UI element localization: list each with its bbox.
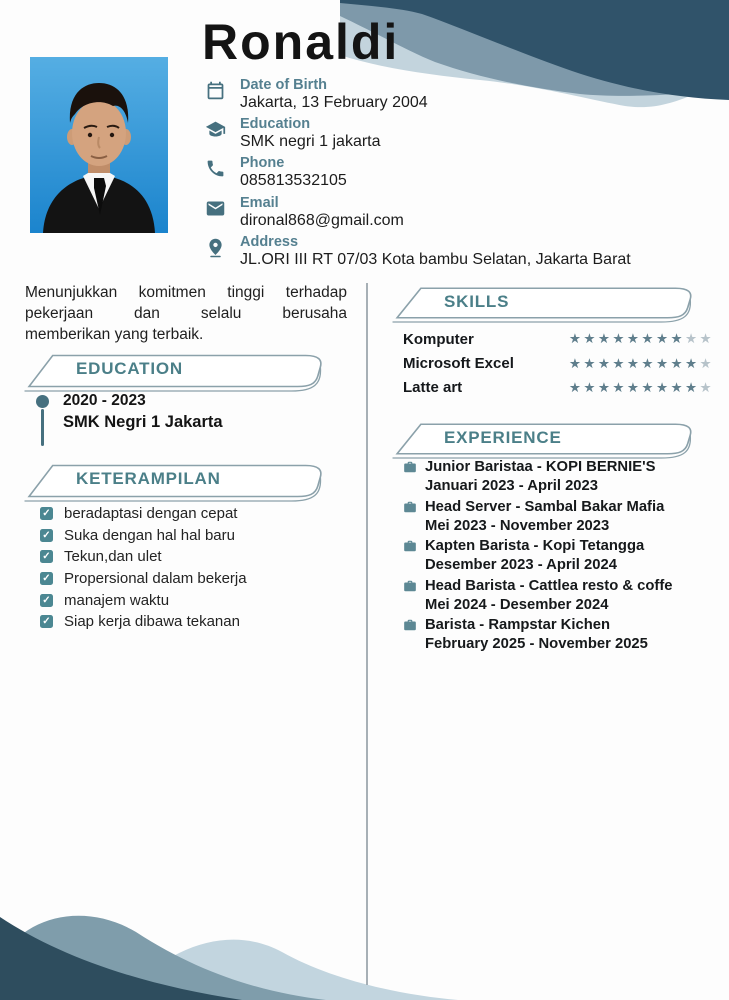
briefcase-icon	[403, 500, 417, 514]
star-icon: ★	[583, 355, 598, 371]
experience-period: February 2025 - November 2025	[425, 636, 648, 653]
timeline-dot-icon	[36, 395, 49, 408]
keterampilan-checklist	[40, 503, 247, 633]
skill-row	[403, 327, 714, 351]
experience-item	[403, 577, 721, 615]
section-title: EXPERIENCE	[444, 428, 562, 447]
star-icon: ★	[641, 355, 656, 371]
skills-list	[403, 327, 714, 400]
email-icon	[205, 198, 226, 219]
banner-ribbon	[390, 283, 714, 323]
check-label: Siap kerja dibawa tekanan	[64, 613, 240, 631]
experience-text	[425, 498, 664, 536]
star-icon: ★	[670, 355, 685, 371]
star-icon: ★	[597, 355, 613, 371]
experience-period: Desember 2023 - April 2024	[425, 557, 617, 574]
star-icon: ★	[641, 379, 656, 395]
section-header-experience	[390, 419, 714, 459]
list-item	[40, 568, 247, 590]
star-icon: ★	[626, 331, 642, 347]
contact-label: Date of Birth	[240, 77, 327, 93]
checkbox-checked-icon: ✓	[40, 529, 53, 542]
contact-label: Phone	[240, 155, 285, 172]
contact-text	[240, 77, 428, 113]
check-label: manajem waktu	[64, 591, 170, 609]
star-icon: ★	[568, 331, 584, 347]
contact-text	[240, 195, 404, 231]
star-icon: ★	[699, 379, 714, 395]
experience-title: Junior Baristaa - KOPI BERNIE'S	[425, 459, 656, 475]
skill-name: Latte art	[403, 379, 463, 397]
star-icon: ★	[655, 355, 671, 371]
experience-list	[403, 458, 721, 656]
section-title: KETERAMPILAN	[76, 469, 221, 488]
star-icon: ★	[684, 355, 700, 371]
experience-item	[403, 616, 721, 654]
star-icon: ★	[626, 355, 642, 371]
star-icon: ★	[699, 355, 714, 371]
contact-text	[240, 155, 347, 191]
experience-title: Head Server - Sambal Bakar Mafia	[425, 498, 665, 515]
experience-title: Barista - Rampstar Kichen	[425, 617, 611, 634]
section-title: EDUCATION	[76, 359, 183, 378]
contact-education	[205, 116, 695, 155]
section-title: SKILLS	[444, 292, 510, 311]
education-entry	[63, 391, 223, 433]
contact-label: Education	[240, 116, 311, 133]
star-icon: ★	[583, 331, 598, 347]
check-label: beradaptasi dengan cepat	[64, 505, 238, 523]
star-rating	[569, 357, 714, 371]
summary-line: memberikan yang terbaik.	[25, 326, 204, 343]
experience-item	[403, 498, 721, 536]
contact-value: JL.ORI III RT 07/03 Kota bambu Selatan, Jakarta Barat	[240, 250, 631, 268]
list-item	[40, 525, 247, 547]
phone-icon	[205, 158, 226, 179]
star-rating	[569, 381, 714, 395]
contact-label: Email	[240, 194, 279, 211]
education-timeline	[36, 392, 336, 462]
section-header-skills	[390, 283, 714, 323]
contact-value: dironal868@gmail.com	[240, 211, 404, 229]
checkbox-checked-icon: ✓	[40, 594, 53, 607]
section-header-keterampilan	[22, 460, 344, 502]
checkbox-checked-icon: ✓	[40, 550, 53, 563]
education-school: SMK Negri 1 Jakarta	[63, 413, 223, 431]
star-icon: ★	[699, 331, 714, 347]
location-icon	[205, 237, 226, 258]
contact-value: Jakarta, 13 February 2004	[240, 94, 428, 111]
list-item	[40, 611, 247, 633]
profile-photo-illustration	[30, 57, 168, 233]
list-item	[40, 503, 247, 525]
briefcase-icon	[403, 460, 417, 474]
contact-value: 085813532105	[240, 172, 347, 190]
contact-address	[205, 234, 695, 273]
skill-row	[403, 351, 714, 375]
experience-period: Januari 2023 - April 2023	[425, 478, 598, 494]
star-icon: ★	[612, 355, 627, 371]
experience-item	[403, 537, 721, 575]
skill-name: Komputer	[403, 330, 474, 348]
star-icon: ★	[597, 379, 613, 395]
star-icon: ★	[684, 379, 700, 395]
contact-phone	[205, 155, 695, 194]
section-header-education	[22, 350, 344, 392]
list-item	[40, 546, 247, 568]
skill-row	[403, 376, 714, 400]
experience-title: Head Barista - Cattlea resto & coffe	[425, 577, 673, 594]
contact-date-of-birth	[205, 77, 695, 116]
graduation-cap-icon	[205, 119, 226, 140]
calendar-icon	[205, 80, 226, 101]
experience-title: Kapten Barista - Kopi Tetangga	[425, 538, 645, 555]
bottom-left-hills-decoration	[0, 885, 540, 1000]
briefcase-icon	[403, 618, 417, 632]
column-divider	[366, 283, 368, 985]
star-icon: ★	[612, 379, 627, 395]
contact-value: SMK negri 1 jakarta	[240, 133, 381, 151]
star-icon: ★	[626, 379, 642, 395]
star-icon: ★	[597, 331, 613, 347]
briefcase-icon	[403, 579, 417, 593]
experience-period: Mei 2024 - Desember 2024	[425, 596, 609, 613]
experience-text	[425, 616, 648, 654]
star-icon: ★	[684, 331, 700, 347]
star-icon: ★	[670, 331, 685, 347]
star-icon: ★	[655, 379, 671, 395]
banner-ribbon	[22, 350, 344, 392]
contact-label: Address	[240, 233, 299, 250]
checkbox-checked-icon: ✓	[40, 572, 53, 585]
star-icon: ★	[583, 379, 598, 395]
summary-line: Menunjukkan komitmen tinggi terhadap	[25, 284, 347, 301]
star-icon: ★	[670, 379, 685, 395]
contact-text	[240, 234, 631, 270]
check-label: Suka dengan hal hal baru	[64, 526, 235, 544]
check-label: Propersional dalam bekerja	[64, 570, 247, 588]
experience-period: Mei 2023 - November 2023	[425, 517, 610, 534]
experience-text	[425, 458, 655, 496]
star-icon: ★	[612, 331, 627, 347]
timeline-line	[41, 409, 44, 446]
profile-summary	[25, 282, 347, 345]
check-label: Tekun,dan ulet	[64, 548, 162, 566]
experience-text	[425, 537, 644, 575]
star-icon: ★	[568, 379, 584, 395]
list-item	[40, 589, 247, 611]
experience-text	[425, 577, 673, 615]
briefcase-icon	[403, 539, 417, 553]
summary-line: pekerjaan dan selalu berusaha	[25, 305, 347, 322]
profile-photo	[30, 57, 168, 233]
star-icon: ★	[641, 331, 656, 347]
checkbox-checked-icon: ✓	[40, 507, 53, 520]
star-icon: ★	[568, 355, 584, 371]
skill-name: Microsoft Excel	[403, 354, 514, 372]
star-icon: ★	[655, 331, 671, 347]
contact-email	[205, 195, 695, 234]
name-heading: Ronaldi	[202, 14, 400, 70]
contact-list	[205, 77, 695, 273]
education-period: 2020 - 2023	[63, 392, 146, 409]
star-rating	[569, 332, 714, 346]
contact-text	[240, 116, 381, 152]
checkbox-checked-icon: ✓	[40, 615, 53, 628]
experience-item	[403, 458, 721, 496]
